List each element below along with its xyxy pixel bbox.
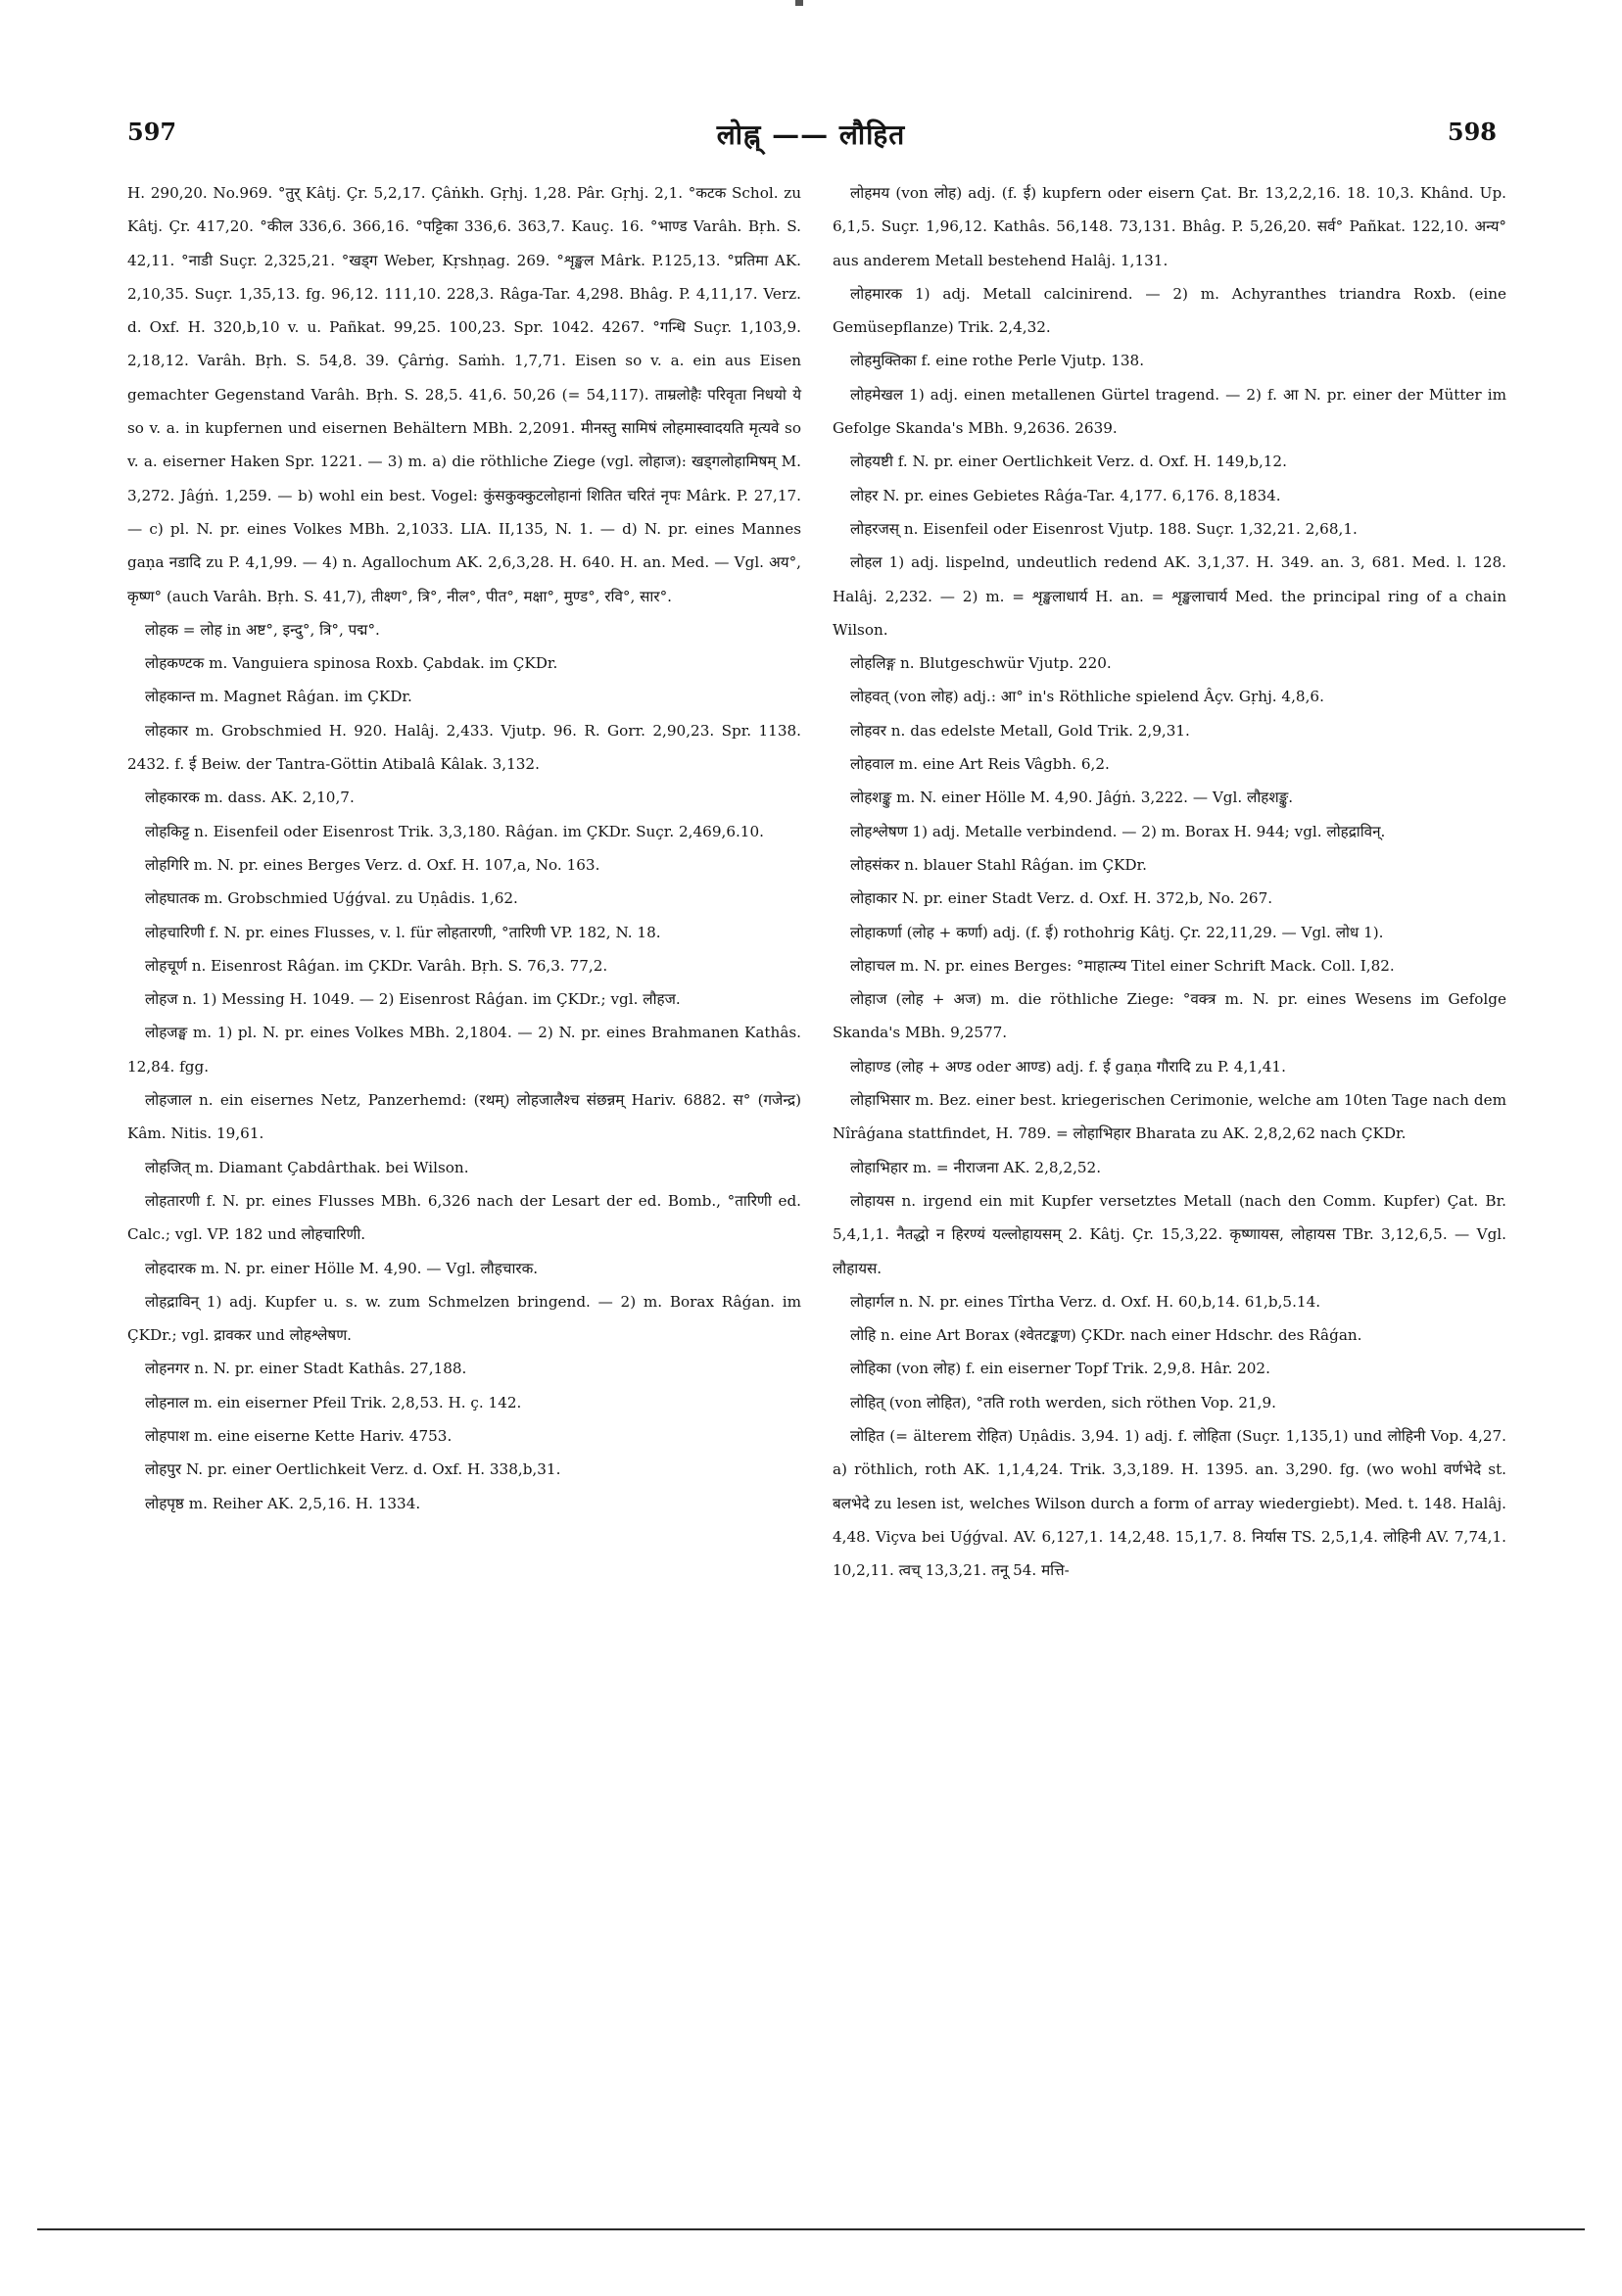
dictionary-entry: लोहपृष्ठ m. Reiher AK. 2,5,16. H. 1334. (145, 1494, 421, 1512)
dictionary-entry: लोहित् (von लोहित), °तति roth werden, sich röthen Vop. 21,9. (850, 1393, 1277, 1411)
dictionary-entry: लोहि n. eine Art Borax (श्वेतटङ्कण) ÇKDr. nach einer Hdschr. des Râǵan. (850, 1326, 1362, 1345)
dictionary-entry: लोहनगर n. N. pr. einer Stadt Kathâs. 27,188. (145, 1360, 467, 1378)
dictionary-entry: लोहकार m. Grobschmied H. 920. Halâj. 2,433. Vjutp. 96. R. Gorr. 2,90,23. Spr. 1138. 2432. f. ई Beiw. der Tantra-Göttin Atibalâ Kâlak. 3,132. (127, 721, 801, 774)
dictionary-entry: लोहजङ्घ m. 1) pl. N. pr. eines Volkes MBh. 2,1804. — 2) N. pr. eines Brahmanen Kathâs. 12,84. fgg. (127, 1024, 801, 1076)
dictionary-entry: लोहमय (von लोह) adj. (f. ई) kupfern oder eisern Çat. Br. 13,2,2,16. 18. 10,3. Khând. Up. 6,1,5. Suçr. 1,96,12. Kathâs. 56,148. 73,131. Bhâg. P. 5,26,20. सर्व° Pañkat. 122,10. अन्य° aus anderem Metall bestehend Halâj. 1,131. (833, 184, 1506, 269)
dictionary-entry: लोहक = लोह in अष्ट°, इन्दु°, त्रि°, पद्म°. (145, 620, 380, 639)
dictionary-entry: लोहाचल m. N. pr. eines Berges: °माहात्म्य Titel einer Schrift Mack. Coll. I,82. (850, 956, 1395, 975)
dictionary-entry: लोहद्राविन् 1) adj. Kupfer u. s. w. zum Schmelzen bringend. — 2) m. Borax Râǵan. im ÇKDr.; vgl. द्रावकर und लोहश्लेषण. (127, 1292, 801, 1345)
dictionary-entry: लोहमुक्तिका f. eine rothe Perle Vjutp. 138. (850, 352, 1145, 370)
dictionary-entry: लोहाभिसार m. Bez. einer best. kriegerischen Cerimonie, welche am 10ten Tage nach dem Nîrâǵana stattfindet, H. 789. = लोहाभिहार Bharata zu AK. 2,8,2,62 nach ÇKDr. (833, 1091, 1506, 1143)
bottom-rule (37, 2228, 1585, 2230)
dictionary-entry: लोहवत् (von लोह) adj.: आ° in's Röthliche spielend Âçv. Gṛhj. 4,8,6. (850, 688, 1324, 706)
dictionary-entry: लोहनाल m. ein eiserner Pfeil Trik. 2,8,53. H. ç. 142. (145, 1393, 522, 1411)
dictionary-entry: लोहाकर्णा (लोह + कर्णा) adj. (f. ई) rothohrig Kâtj. Çr. 22,11,29. — Vgl. लोध 1). (850, 923, 1384, 941)
dictionary-entry: लोहमारक 1) adj. Metall calcinirend. — 2) m. Achyranthes triandra Roxb. (eine Gemüsepflanze) Trik. 2,4,32. (833, 284, 1506, 337)
dictionary-entry: लोहकिट्ट n. Eisenfeil oder Eisenrost Trik. 3,3,180. Râǵan. im ÇKDr. Suçr. 2,469,6.10. (145, 822, 764, 840)
dictionary-entry: लोहकारक m. dass. AK. 2,10,7. (145, 789, 355, 807)
dictionary-entry: लोहशङ्कु m. N. einer Hölle M. 4,90. Jâǵṅ. 3,222. — Vgl. लौहशङ्कु. (850, 789, 1294, 807)
dictionary-entry: लोहघातक m. Grobschmied Uǵǵval. zu Uṇâdis. 1,62. (145, 889, 518, 908)
dictionary-entry: लोहसंकर n. blauer Stahl Râǵan. im ÇKDr. (850, 855, 1147, 874)
right-column (833, 176, 1506, 1587)
dictionary-entry: लोहजाल n. ein eisernes Netz, Panzerhemd: (रथम्) लोहजालैश्च संछन्नम् Hariv. 6882. स° (गजेन्द्र) Kâm. Nitis. 19,61. (127, 1091, 801, 1143)
dictionary-entry: लोहतारणी f. N. pr. eines Flusses MBh. 6,326 nach der Lesart der ed. Bomb., °तारिणी ed. Calc.; vgl. VP. 182 und लोहचारिणी. (127, 1191, 801, 1244)
dictionary-entry: लोहवाल m. eine Art Reis Vâgbh. 6,2. (850, 755, 1110, 774)
dictionary-entry: लोहपुर N. pr. einer Oertlichkeit Verz. d. Oxf. H. 338,b,31. (145, 1460, 561, 1479)
dictionary-entry: लोहरजस् n. Eisenfeil oder Eisenrost Vjutp. 188. Suçr. 1,32,21. 2,68,1. (850, 519, 1358, 538)
dictionary-entry: लोहित (= älterem रोहित) Uṇâdis. 3,94. 1) adj. f. लोहिता (Suçr. 1,135,1) und लोहिनी Vop. 4,27. a) röthlich, roth AK. 1,1,4,24. Trik. 3,3,189. H. 1395. an. 3,290. fg. (wo wohl वर्णभेदे st. बलभेदे zu lesen ist, welches Wilson durch a form of array wiedergiebt). Med. t. 148. Halâj. 4,48. Viçva bei Uǵǵval. AV. 6,127,1. 14,2,48. 15,1,7. 8. निर्यास TS. 2,5,1,4. लोहिनी AV. 7,74,1. 10,2,11. त्वच् 13,3,21. तनू 54. मत्ति- (833, 1426, 1506, 1580)
right-page-number: 598 (1447, 118, 1497, 146)
dictionary-entry: लोहचारिणी f. N. pr. eines Flusses, v. l. für लोहतारणी, °तारिणी VP. 182, N. 18. (145, 923, 661, 941)
dictionary-entry: लोहदारक m. N. pr. einer Hölle M. 4,90. — Vgl. लौहचारक. (145, 1259, 539, 1277)
dictionary-entry: लोहज n. 1) Messing H. 1049. — 2) Eisenrost Râǵan. im ÇKDr.; vgl. लौहज. (145, 990, 681, 1009)
dictionary-entry: लोहकान्त m. Magnet Râǵan. im ÇKDr. (145, 688, 412, 706)
dictionary-entry: लोहल 1) adj. lispelnd, undeutlich redend AK. 3,1,37. H. 349. an. 3, 681. Med. l. 128. Halâj. 2,232. — 2) m. = शृङ्खलाधार्य H. an. = शृङ्खलाचार्य Med. the principal ring of a chain Wilson. (833, 553, 1506, 639)
left-column (127, 176, 801, 1520)
dictionary-entry: लोहवर n. das edelste Metall, Gold Trik. 2,9,31. (850, 721, 1190, 740)
top-scan-mark (795, 0, 803, 6)
dictionary-entry: लोहिका (von लोह) f. ein eiserner Topf Trik. 2,9,8. Hâr. 202. (850, 1360, 1270, 1378)
dictionary-entry: लोहाज (लोह + अज) m. die röthliche Ziege: °वक्त्र m. N. pr. eines Wesens im Gefolge Skanda's MBh. 9,2577. (833, 990, 1506, 1042)
dictionary-entry: लोहाकार N. pr. einer Stadt Verz. d. Oxf. H. 372,b, No. 267. (850, 889, 1273, 908)
dictionary-entry: लोहयष्टी f. N. pr. einer Oertlichkeit Verz. d. Oxf. H. 149,b,12. (850, 453, 1287, 471)
dictionary-entry: लोहगिरि m. N. pr. eines Berges Verz. d. Oxf. H. 107,a, No. 163. (145, 855, 600, 874)
dictionary-entry: लोहकण्टक m. Vanguiera spinosa Roxb. Çabdak. im ÇKDr. (145, 654, 558, 673)
page-header (125, 118, 1497, 176)
dictionary-entry: लोहश्लेषण 1) adj. Metalle verbindend. — 2) m. Borax H. 944; vgl. लोहद्राविन्. (850, 822, 1386, 840)
dictionary-entry: लोहाण्ड (लोह + अण्ड oder आण्ड) adj. f. ई gaṇa गौरादि zu P. 4,1,41. (850, 1057, 1286, 1076)
dictionary-entry: लोहर N. pr. eines Gebietes Râǵa-Tar. 4,177. 6,176. 8,1834. (850, 486, 1281, 504)
dictionary-entry: लोहलिङ्ग n. Blutgeschwür Vjutp. 220. (850, 654, 1112, 673)
dictionary-entry: लोहचूर्ण n. Eisenrost Râǵan. im ÇKDr. Varâh. Bṛh. S. 76,3. 77,2. (145, 956, 608, 975)
running-title: लोह्न् —— लौहित (716, 119, 906, 151)
dictionary-entry: लोहाभिहार m. = नीराजना AK. 2,8,2,52. (850, 1158, 1102, 1176)
dictionary-entry: लोहार्गल n. N. pr. eines Tîrtha Verz. d. Oxf. H. 60,b,14. 61,b,5.14. (850, 1292, 1321, 1311)
left-page-number: 597 (127, 118, 177, 146)
dictionary-entry: लोहमेखल 1) adj. einen metallenen Gürtel tragend. — 2) f. आ N. pr. einer der Mütter im Gefolge Skanda's MBh. 9,2636. 2639. (833, 385, 1506, 438)
dictionary-entry: लोहायस n. irgend ein mit Kupfer versetztes Metall (nach den Comm. Kupfer) Çat. Br. 5,4,1,1. नैतद्धो न हिरण्यं यल्लोहायसम् 2. Kâtj. Çr. 15,3,22. कृष्णायस, लोहायस TBr. 3,12,6,5. — Vgl. लौहायस. (833, 1191, 1506, 1277)
dictionary-entry: लोहपाश m. eine eiserne Kette Hariv. 4753. (145, 1426, 453, 1445)
dictionary-entry: H. 290,20. No.969. °तुर् Kâtj. Çr. 5,2,17. Çâṅkh. Gṛhj. 1,28. Pâr. Gṛhj. 2,1. °कटक Schol. zu Kâtj. Çr. 417,20. °कील 336,6. 366,16. °पट्टिका 336,6. 363,7. Kauç. 16. °भाण्ड Varâh. Bṛh. S. 42,11. °नाडी Suçr. 2,325,21. °खड्ग Weber, Kṛshṇag. 269. °शृङ्खल Mârk. P.125,13. °प्रतिमा AK. 2,10,35. Suçr. 1,35,13. fg. 96,12. 111,10. 228,3. Râga-Tar. 4,298. Bhâg. P. 4,11,17. Verz. d. Oxf. H. 320,b,10 v. u. Pañkat. 99,25. 100,23. Spr. 1042. 4267. °गन्धि Suçr. 1,103,9. 2,18,12. Varâh. Bṛh. S. 54,8. 39. Çârṅg. Saṁh. 1,7,71. Eisen so v. a. ein aus Eisen gemachter Gegenstand Varâh. Bṛh. S. 28,5. 41,6. 50,26 (= 54,117). ताम्रलोहैः परिवृता निधयो ये so v. a. in kupfernen und eisernen Behältern MBh. 2,2091. मीनस्तु सामिषं लोहमास्वादयति मृत्यवे so v. a. eiserner Haken Spr. 1221. — 3) m. a) die röthliche Ziege (vgl. लोहाज): खड्गलोहामिषम् M. 3,272. Jâǵṅ. 1,259. — b) wohl ein best. Vogel: कुंसकुक्कुटलोहानां शितित चरितं नृपः Mârk. P. 27,17. — c) pl. N. pr. eines Volkes MBh. 2,1033. LIA. II,135, N. 1. — d) N. pr. eines Mannes gaṇa नडादि zu P. 4,1,99. — 4) n. Agallochum AK. 2,6,3,28. H. 640. H. an. Med. — Vgl. अय°, कृष्ण° (auch Varâh. Bṛh. S. 41,7), तीक्ष्ण°, त्रि°, नील°, पीत°, मक्षा°, मुण्ड°, रवि°, सार°. (127, 184, 801, 605)
dictionary-entry: लोहजित् m. Diamant Çabdârthak. bei Wilson. (145, 1158, 469, 1176)
